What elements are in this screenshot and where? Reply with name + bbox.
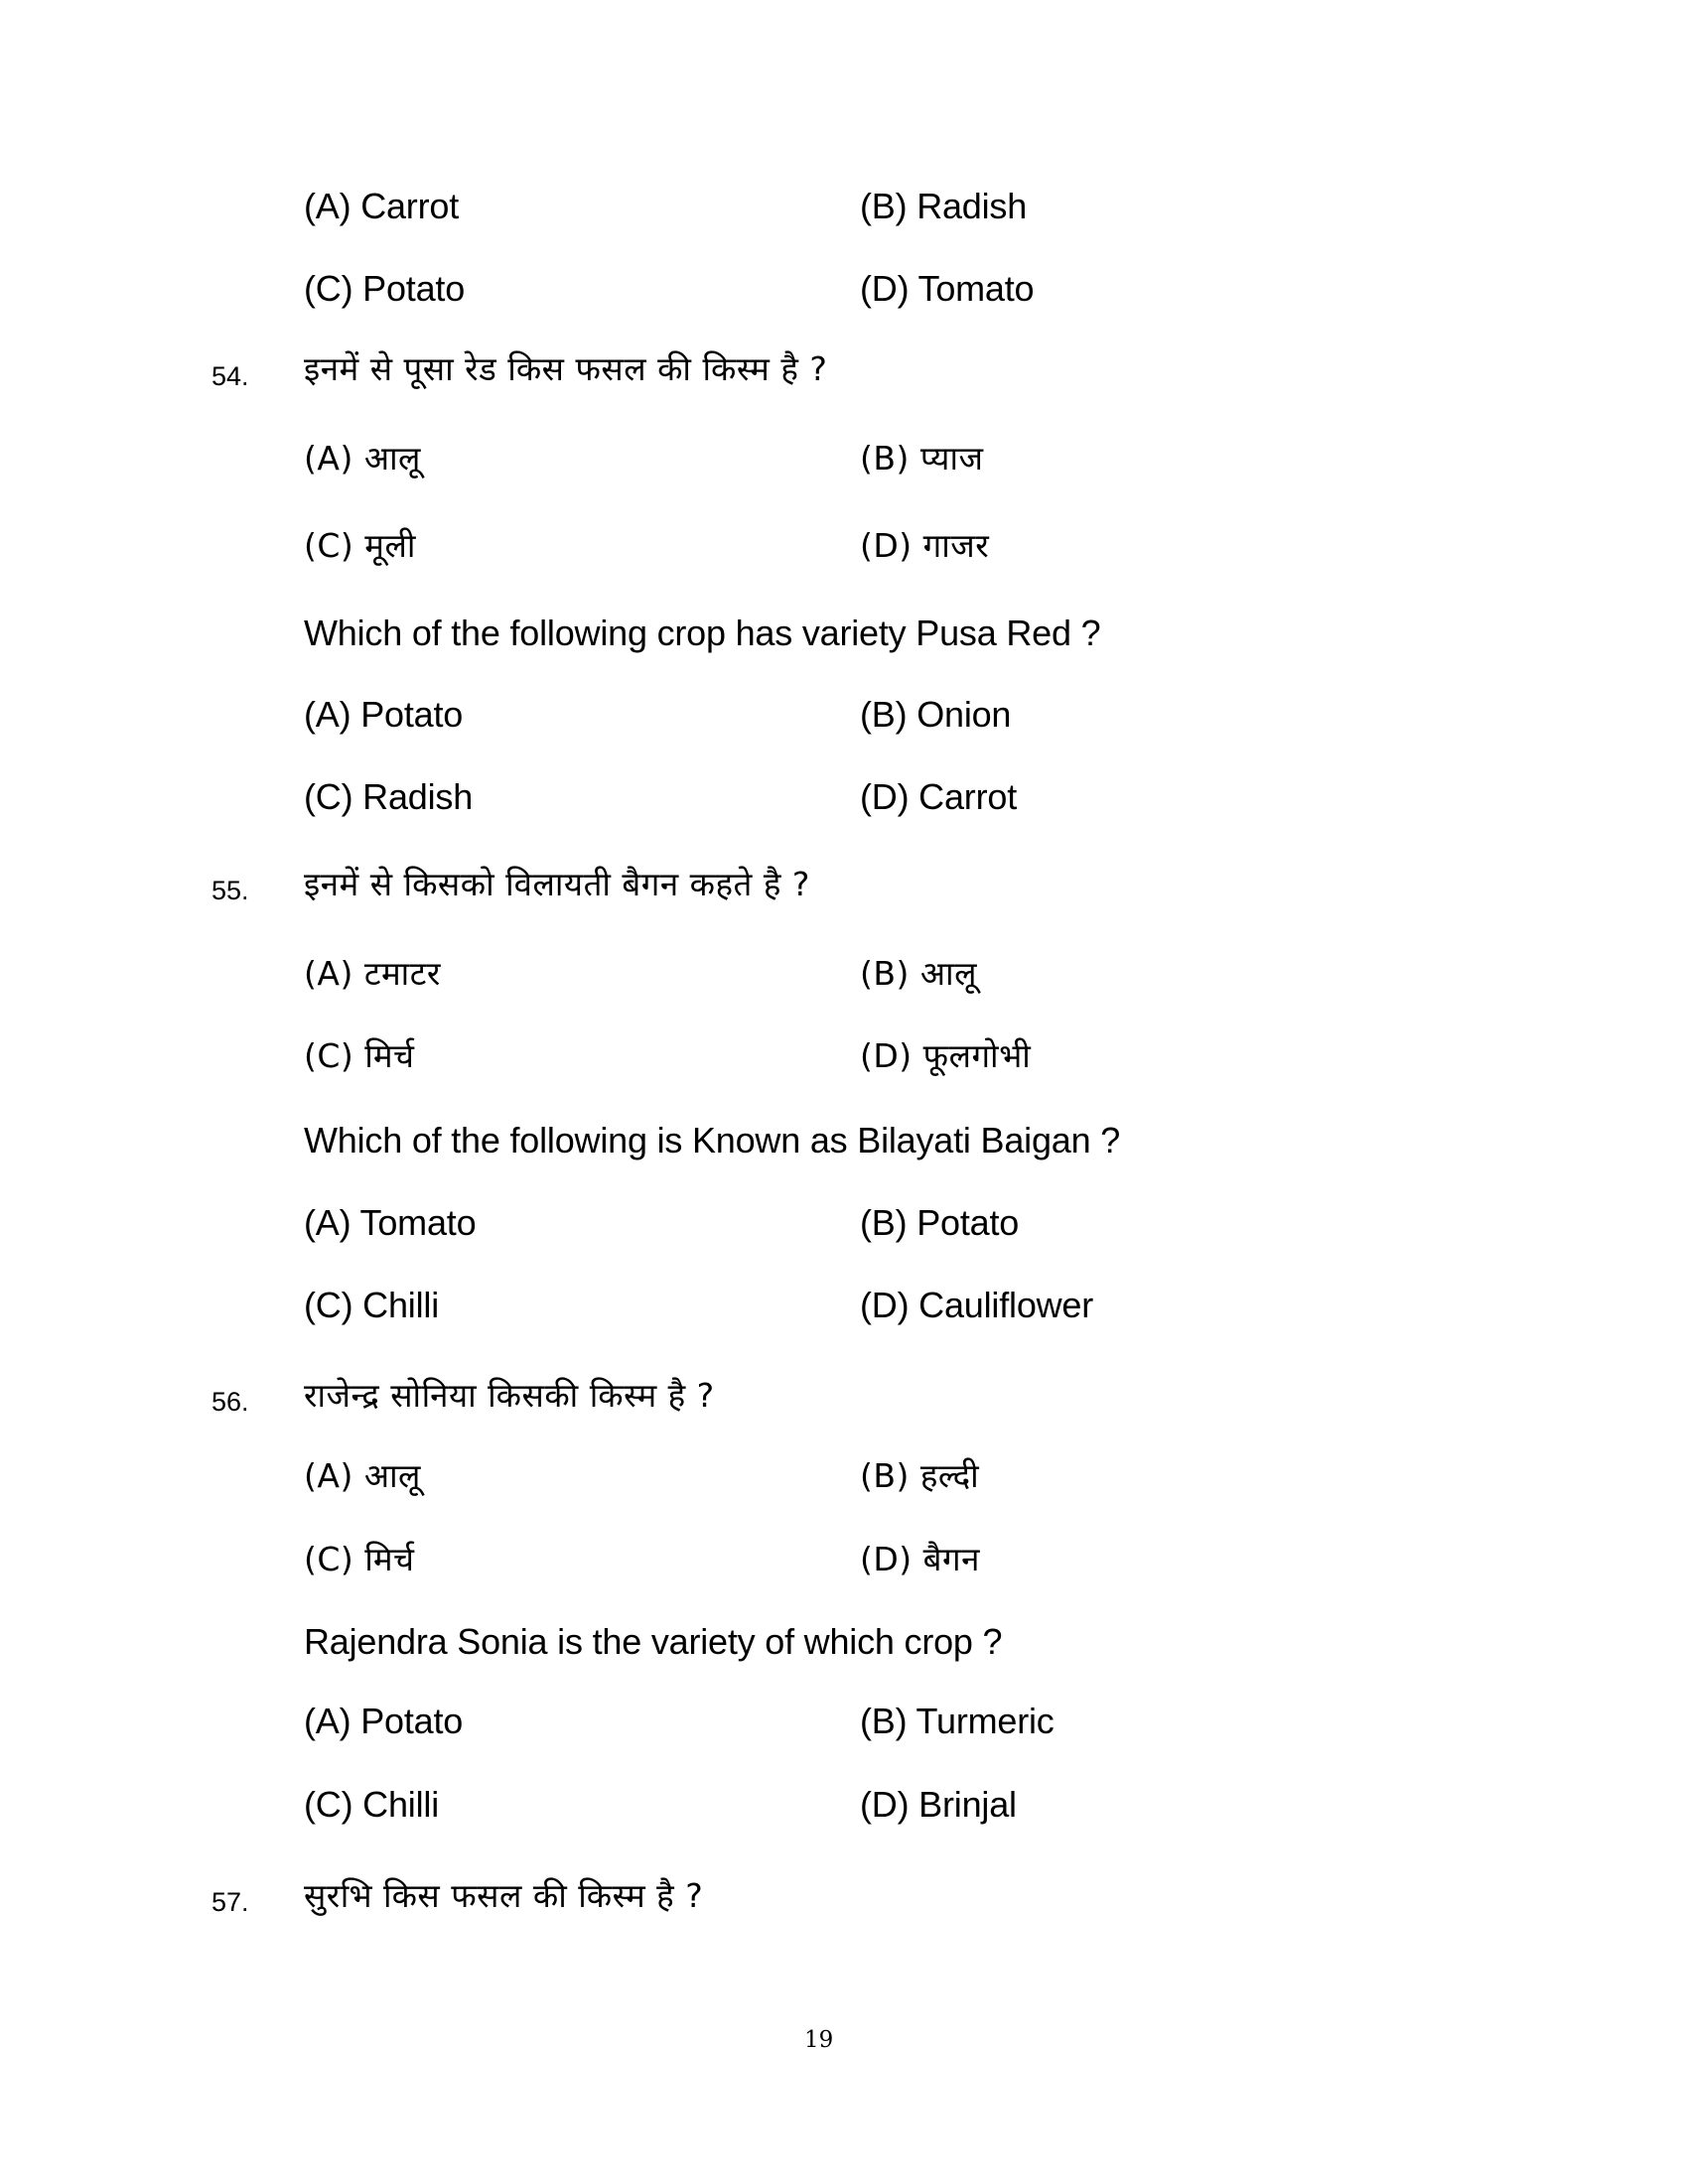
q54-english-option-c: (C) Radish	[304, 776, 474, 817]
q56-hindi-option-a: (A) आलू	[304, 1456, 421, 1495]
q54-hindi-option-c: (C) मूली	[304, 526, 416, 565]
q55-english-option-c: (C) Chilli	[304, 1285, 439, 1325]
q54-english-question: Which of the following crop has variety Pusa Red ?	[304, 613, 1101, 653]
q57-hindi-question: सुरभि किस फसल की किस्म है ?	[304, 1876, 704, 1915]
q56-english-option-b: (B) Turmeric	[860, 1701, 1055, 1741]
q56-english-option-a: (A) Potato	[304, 1701, 464, 1741]
q55-english-option-a: (A) Tomato	[304, 1202, 477, 1243]
q56-hindi-option-c: (C) मिर्च	[304, 1540, 415, 1578]
q56-hindi-option-d: (D) बैगन	[860, 1540, 980, 1578]
question-number-57: 57.	[211, 1887, 249, 1917]
question-number-56: 56.	[211, 1387, 249, 1417]
q54-english-option-a: (A) Potato	[304, 694, 464, 735]
page-number: 19	[804, 2027, 834, 2053]
q56-hindi-question: राजेन्द्र सोनिया किसकी किस्म है ?	[304, 1376, 715, 1415]
q55-english-option-d: (D) Cauliflower	[860, 1285, 1094, 1325]
q54-hindi-option-b: (B) प्याज	[860, 439, 984, 478]
q53-option-b: (B) Radish	[860, 186, 1028, 226]
q56-english-option-c: (C) Chilli	[304, 1784, 439, 1825]
q53-option-d: (D) Tomato	[860, 268, 1035, 309]
q56-hindi-option-b: (B) हल्दी	[860, 1456, 980, 1495]
q53-option-a: (A) Carrot	[304, 186, 460, 226]
q55-english-question: Which of the following is Known as Bilayati Baigan ?	[304, 1120, 1121, 1160]
q54-hindi-question: इनमें से पूसा रेड किस फसल की किस्म है ?	[304, 349, 828, 388]
q54-english-option-b: (B) Onion	[860, 694, 1012, 735]
q54-hindi-option-d: (D) गाजर	[860, 526, 990, 565]
question-number-55: 55.	[211, 876, 249, 905]
q53-option-c: (C) Potato	[304, 268, 466, 309]
q56-english-option-d: (D) Brinjal	[860, 1784, 1017, 1825]
question-number-54: 54.	[211, 361, 249, 391]
q54-english-option-d: (D) Carrot	[860, 776, 1017, 817]
q55-english-option-b: (B) Potato	[860, 1202, 1020, 1243]
q55-hindi-option-b: (B) आलू	[860, 954, 977, 993]
q55-hindi-option-c: (C) मिर्च	[304, 1036, 415, 1075]
q54-hindi-option-a: (A) आलू	[304, 439, 421, 478]
q55-hindi-question: इनमें से किसको विलायती बैगन कहते है ?	[304, 865, 810, 903]
q55-hindi-option-d: (D) फूलगोभी	[860, 1036, 1032, 1075]
q55-hindi-option-a: (A) टमाटर	[304, 954, 441, 993]
q56-english-question: Rajendra Sonia is the variety of which crop ?	[304, 1621, 1003, 1662]
